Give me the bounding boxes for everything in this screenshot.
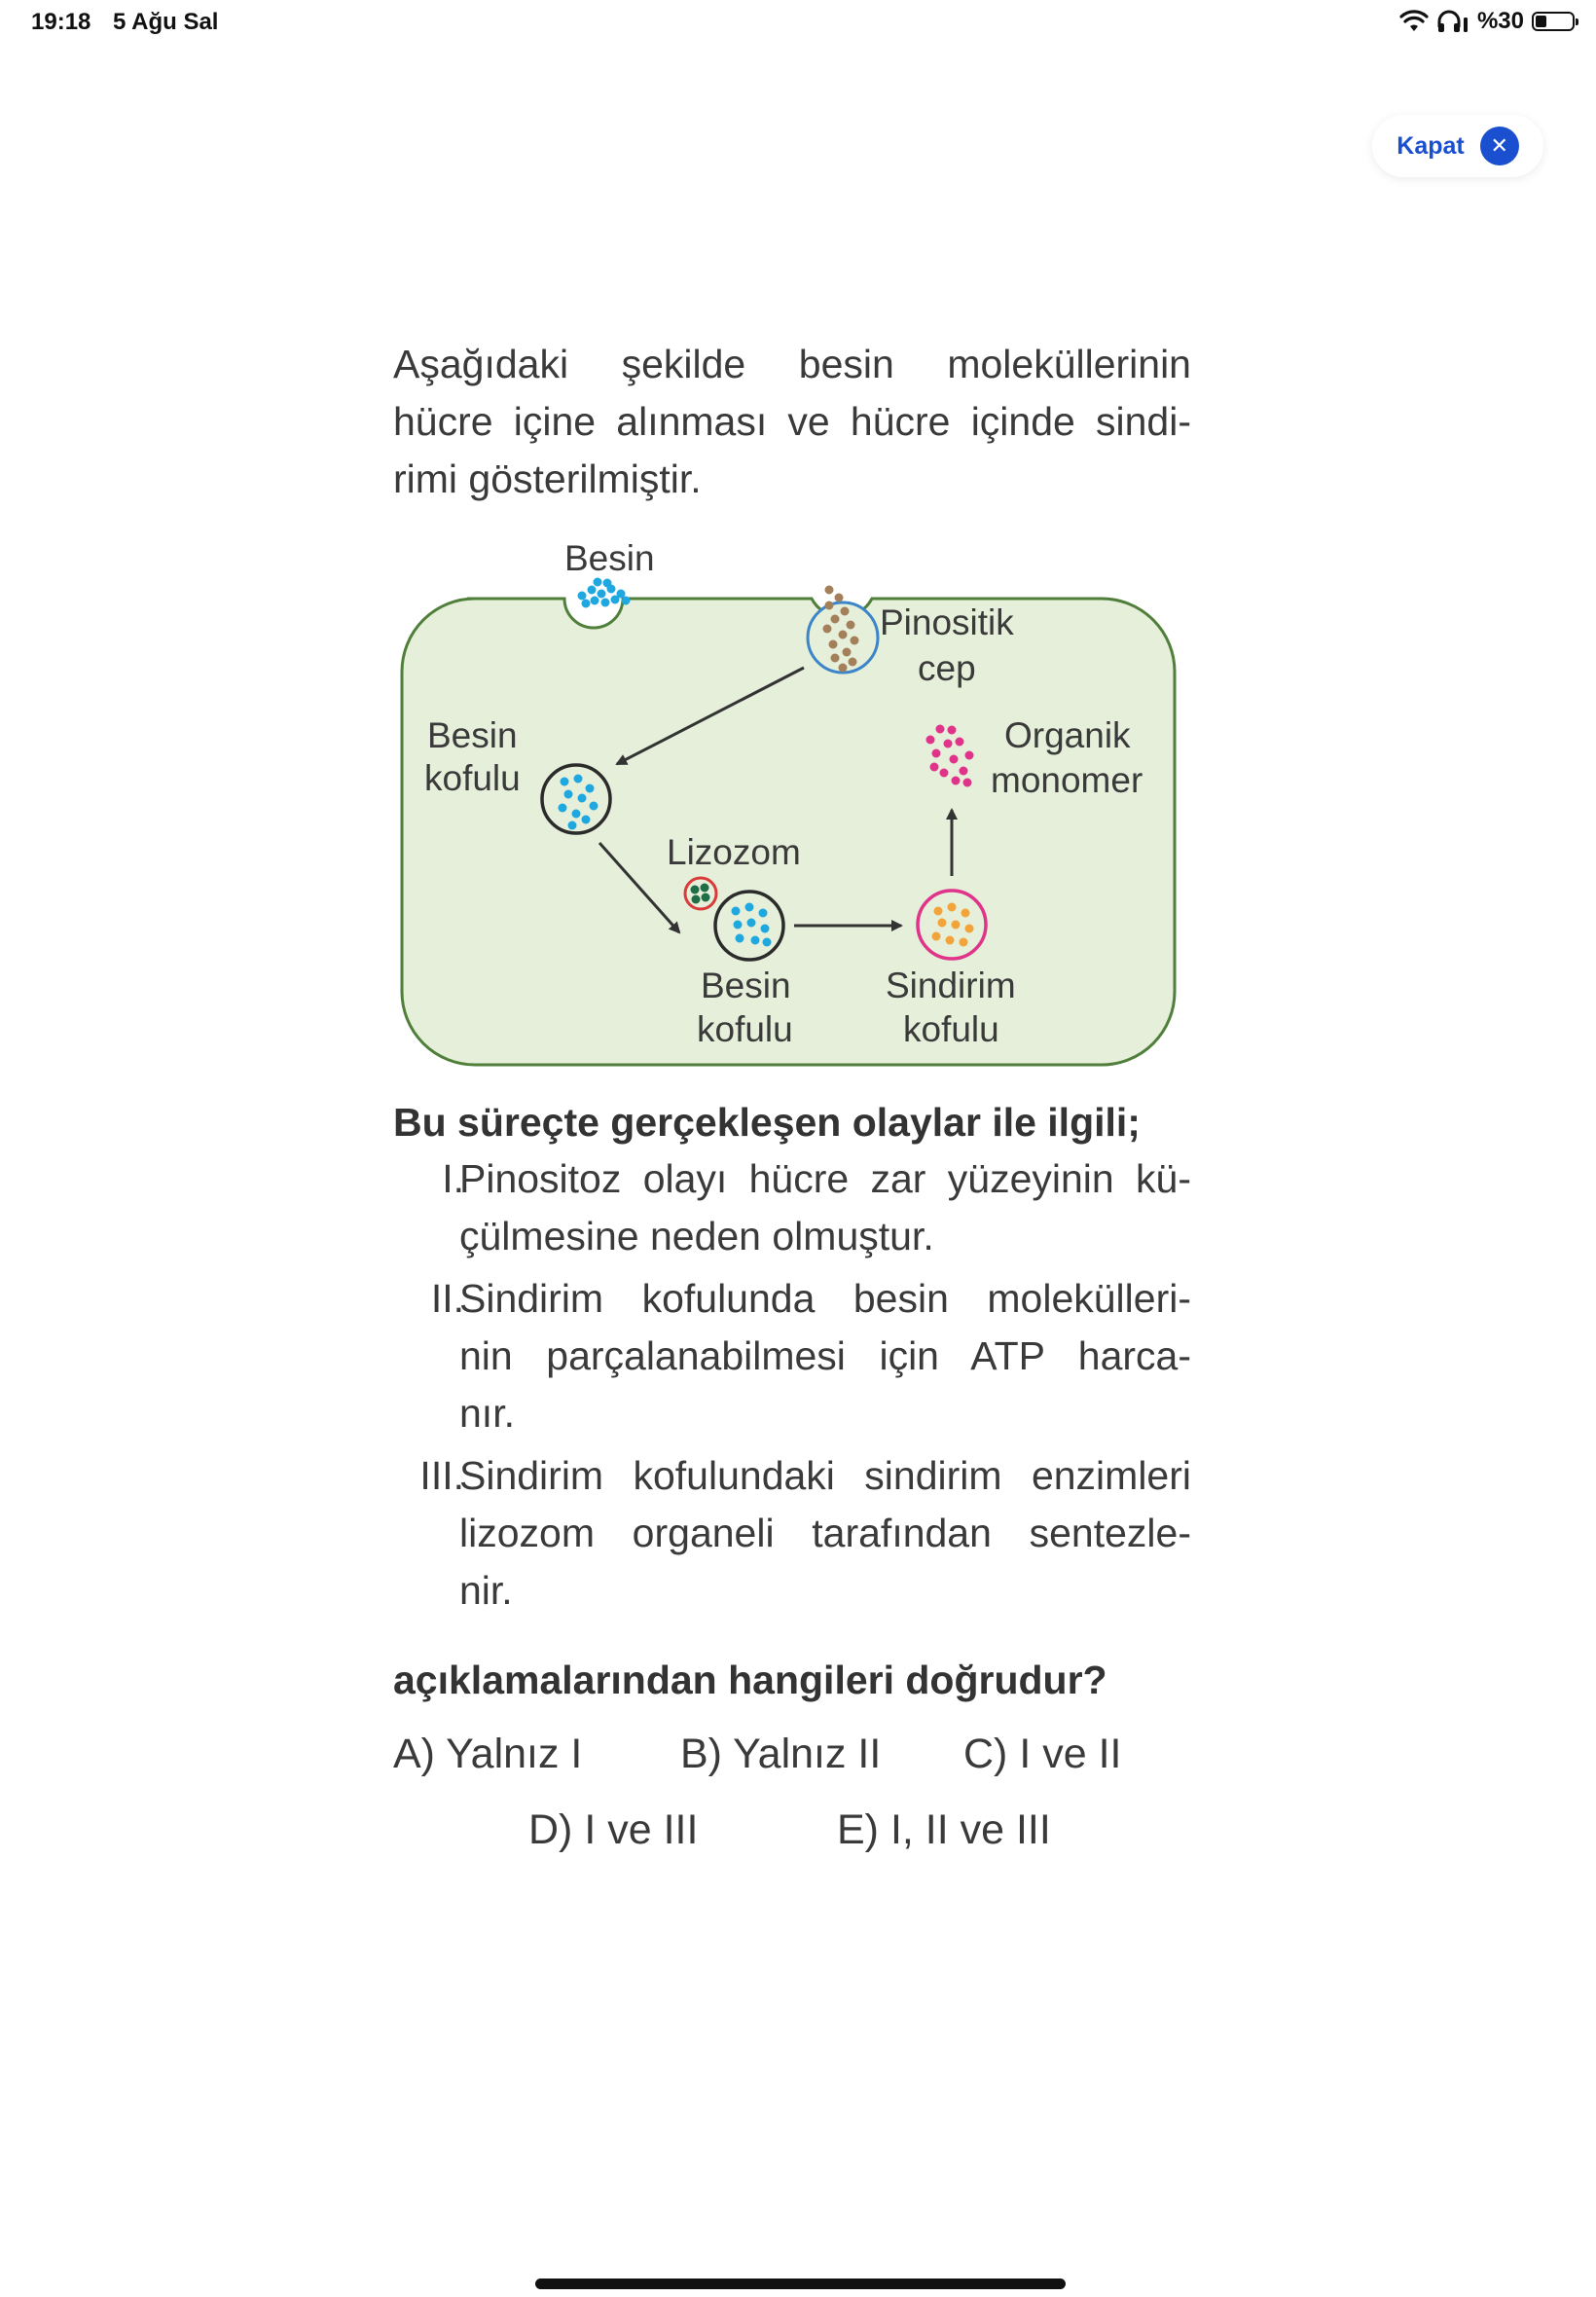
headphones-icon: [1436, 10, 1469, 33]
statement-2: [393, 1270, 1191, 1442]
statement-1-number: I.: [442, 1156, 464, 1201]
statement-3-line: Sindirim kofulundaki sindirim enzimleri: [459, 1453, 1191, 1498]
statement-2-number: II.: [430, 1276, 464, 1321]
battery-percent: %30: [1476, 8, 1524, 34]
label-pinositik-2: cep: [918, 648, 976, 688]
food-vacuole-2-particles: [732, 903, 772, 947]
option-b[interactable]: B) Yalnız II: [680, 1731, 882, 1777]
option-a[interactable]: A) Yalnız I: [393, 1731, 583, 1777]
label-sindirim-1: Sindirim: [886, 966, 1016, 1005]
statement-2-line: nin parçalanabilmesi için ATP harca-: [459, 1333, 1191, 1378]
option-e[interactable]: E) I, II ve III: [837, 1806, 1051, 1853]
statement-2-line: Sindirim kofulunda besin molekülleri-: [459, 1276, 1191, 1321]
lysosome: [685, 878, 716, 909]
home-indicator[interactable]: [535, 2279, 1066, 2289]
statement-3-line: nir.: [459, 1568, 513, 1613]
statement-3-line: lizozom organeli tarafından sentezle-: [459, 1511, 1191, 1555]
statement-3: [393, 1447, 1191, 1620]
label-besin-kofulu-bottom-2: kofulu: [697, 1009, 793, 1049]
label-besin-top: Besin: [564, 538, 655, 578]
label-besin-kofulu-left-1: Besin: [427, 715, 518, 755]
statement-2-line: nır.: [459, 1391, 515, 1436]
status-bar: [0, 0, 1596, 49]
label-pinositik-1: Pinositik: [880, 602, 1014, 642]
close-button-label: Kapat: [1396, 131, 1465, 160]
status-right: [1399, 8, 1575, 35]
option-d[interactable]: D) I ve III: [528, 1806, 699, 1853]
statement-3-number: III.: [419, 1453, 464, 1498]
close-button[interactable]: [1372, 115, 1543, 177]
status-time: 19:18: [31, 9, 91, 35]
status-date: 5 Ağu Sal: [113, 9, 219, 35]
cell-diagram: [389, 533, 1187, 1074]
wifi-icon: [1399, 10, 1429, 33]
label-besin-kofulu-left-2: kofulu: [424, 758, 521, 798]
question-stem: Bu süreçte gerçekleşen olaylar ile ilgili;: [393, 1100, 1141, 1145]
close-icon: ✕: [1480, 127, 1519, 165]
intro-line: hücre içine alınması ve hücre içinde sindi-: [393, 399, 1191, 444]
battery-icon: [1532, 12, 1575, 31]
statement-1-line: Pinositoz olayı hücre zar yüzeyinin kü-: [459, 1156, 1191, 1201]
label-besin-kofulu-bottom-1: Besin: [701, 966, 791, 1005]
intro-line: Aşağıdaki şekilde besin moleküllerinin: [393, 342, 1191, 386]
option-c[interactable]: C) I ve II: [963, 1731, 1122, 1777]
question-closing: açıklamalarından hangileri doğrudur?: [393, 1658, 1107, 1702]
question-intro: [393, 336, 1191, 508]
label-lizozom: Lizozom: [667, 832, 801, 872]
statement-1-line: çülmesine neden olmuştur.: [459, 1214, 934, 1258]
label-sindirim-2: kofulu: [903, 1009, 999, 1049]
statement-1: [393, 1150, 1191, 1265]
label-organik-2: monomer: [991, 760, 1143, 800]
label-organik-1: Organik: [1004, 715, 1131, 755]
intro-line: rimi gösterilmiştir.: [393, 456, 702, 501]
